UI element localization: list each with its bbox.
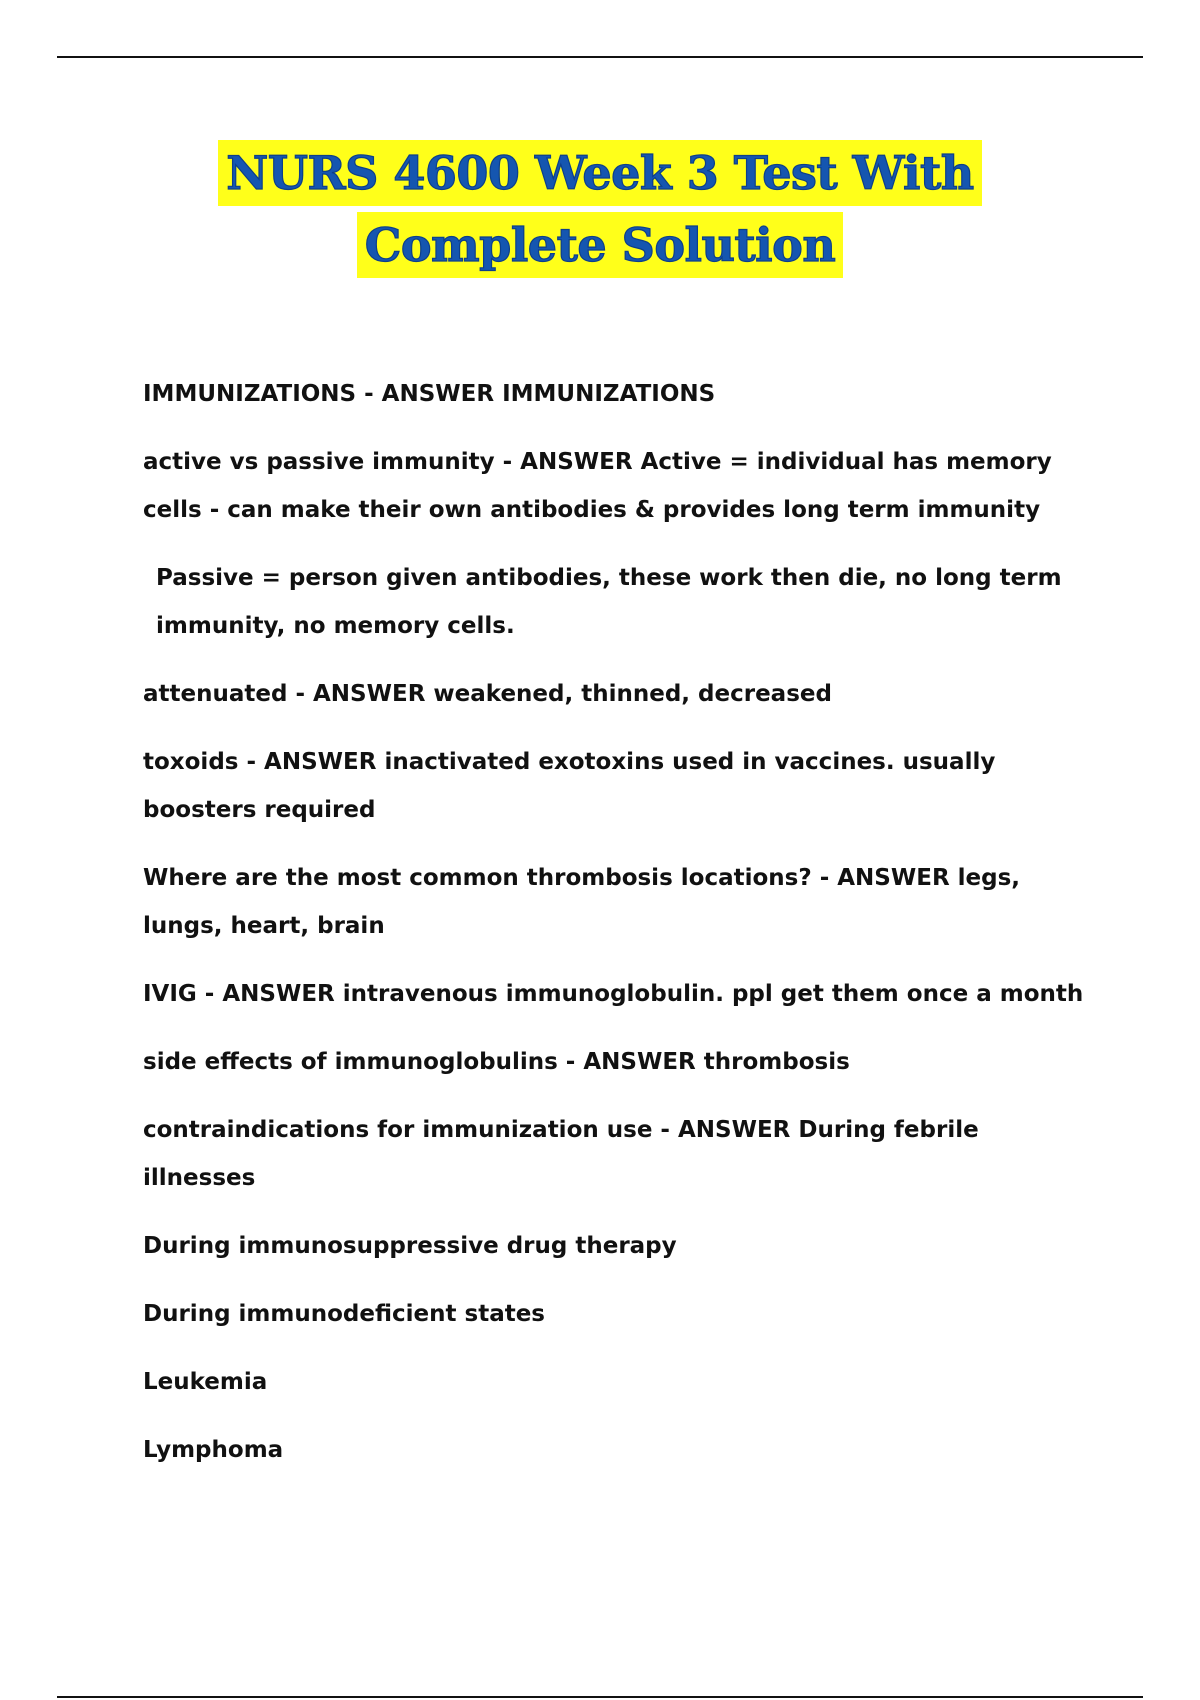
- list-item-lymphoma: Lymphoma: [143, 1437, 284, 1463]
- list-item-leukemia: Leukemia: [143, 1369, 268, 1395]
- qa-entry-active-vs-passive: active vs passive immunity - ANSWER Active = individual has memory cells - can make their own antibodies & provides long term immunity: [143, 449, 1052, 523]
- qa-entry-toxoids: toxoids - ANSWER inactivated exotoxins used in vaccines. usually boosters required: [143, 749, 996, 823]
- qa-entry-passive-continued: Passive = person given antibodies, these work then die, no long term immunity, no memory cells.: [156, 565, 1062, 639]
- document-title: [0, 140, 1200, 278]
- qa-entry-immunizations: IMMUNIZATIONS - ANSWER IMMUNIZATIONS: [143, 381, 716, 407]
- title-line-2: Complete Solution: [357, 212, 844, 278]
- qa-entry-thrombosis-locations: Where are the most common thrombosis locations? - ANSWER legs, lungs, heart, brain: [143, 865, 1021, 939]
- bottom-divider: [57, 1696, 1143, 1698]
- qa-entry-ivig: IVIG - ANSWER intravenous immunoglobulin. ppl get them once a month: [143, 981, 1084, 1007]
- qa-entry-contraindications: contraindications for immunization use - ANSWER During febrile illnesses: [143, 1117, 979, 1191]
- list-item-immunodeficient: During immunodeficient states: [143, 1301, 545, 1327]
- title-line-1: NURS 4600 Week 3 Test With: [218, 140, 981, 206]
- list-item-immunosuppressive: During immunosuppressive drug therapy: [143, 1233, 677, 1259]
- document-body: [143, 370, 1093, 1494]
- qa-entry-side-effects: side effects of immunoglobulins - ANSWER thrombosis: [143, 1049, 850, 1075]
- qa-entry-attenuated: attenuated - ANSWER weakened, thinned, decreased: [143, 681, 832, 707]
- top-divider: [57, 56, 1143, 58]
